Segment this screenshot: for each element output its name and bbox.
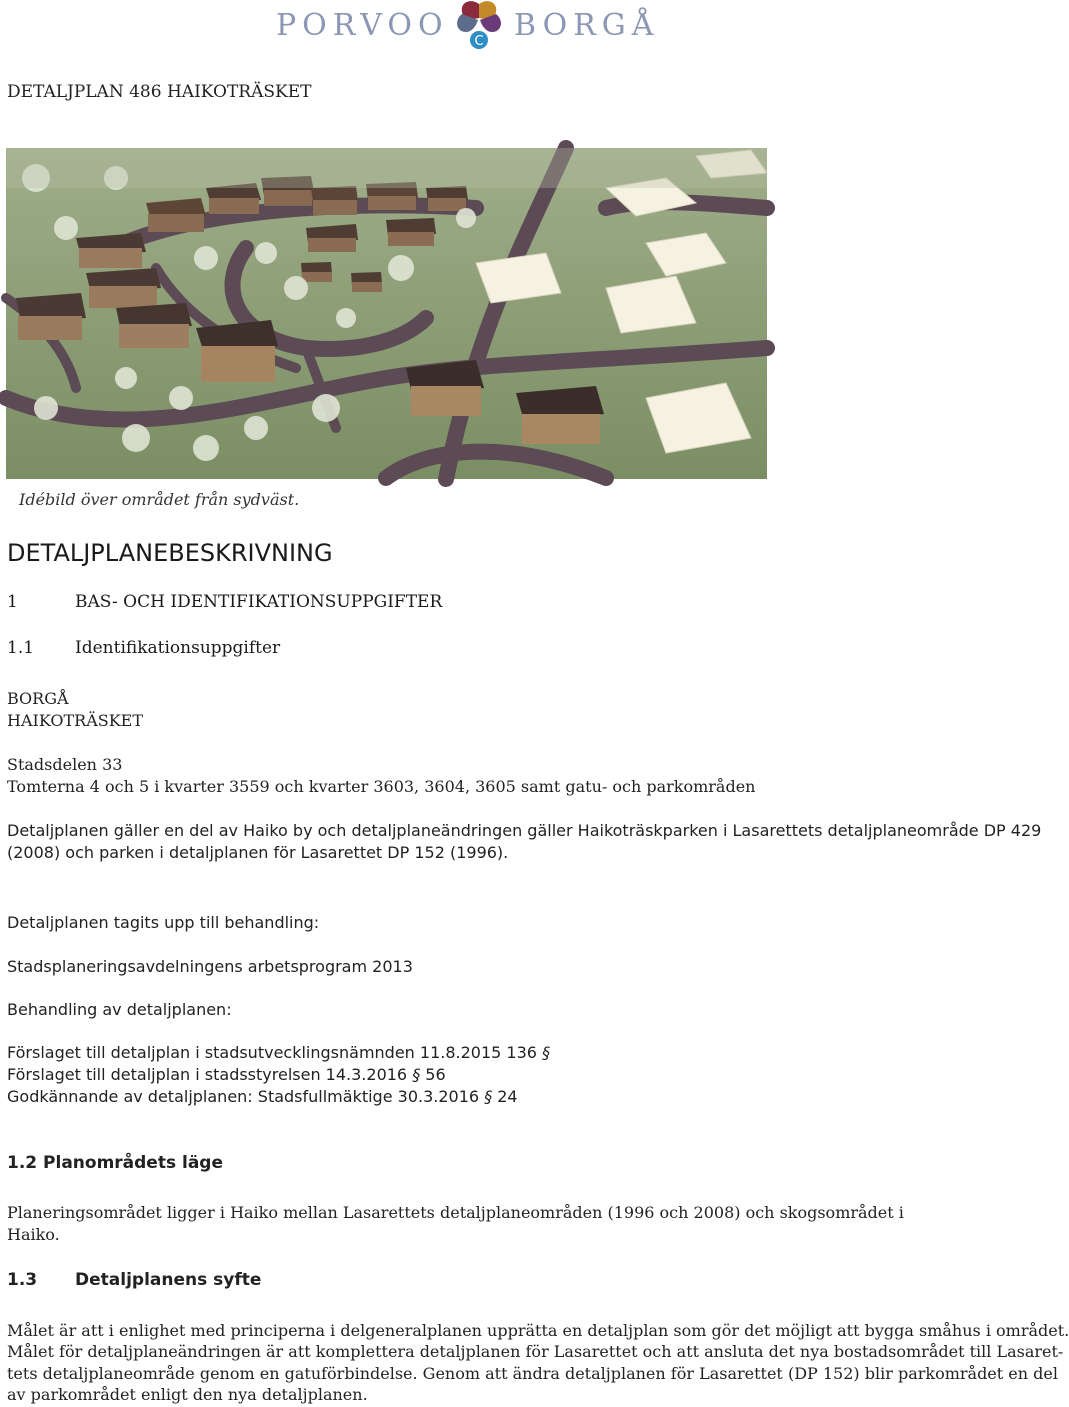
ident-taken-up: Detaljplanen tagits upp till behandling:: [7, 913, 320, 932]
area-illustration-image: [6, 148, 767, 479]
ident-handling-label: Behandling av detaljplanen:: [7, 1000, 232, 1019]
section-1-3-line-2: Målet för detaljplaneändringen är att komplettera detaljplanen för Lasarettet och att ansluta det nya bostadsområdet till Lasaret-: [7, 1342, 1064, 1361]
section-1-heading: [7, 592, 907, 614]
paragraph-mark: §: [412, 1065, 421, 1084]
ident-scope-line-2: (2008) och parken i detaljplanen för Lasarettet DP 152 (1996).: [7, 843, 509, 862]
section-1-3-number: 1.3: [7, 1270, 38, 1290]
logo-mark-icon: [454, 0, 504, 52]
city-logo: [276, 0, 666, 52]
svg-text:C: C: [474, 34, 484, 49]
section-1-1-title: Identifikationsuppgifter: [75, 638, 281, 658]
logo-text-porvoo: PORVOO: [276, 8, 449, 43]
section-1-3-heading: [7, 1270, 907, 1292]
section-1-title: BAS- OCH IDENTIFIKATIONSUPPGIFTER: [75, 592, 443, 612]
section-1-1-number: 1.1: [7, 638, 35, 658]
ident-program: Stadsplaneringsavdelningens arbetsprogram 2013: [7, 957, 413, 976]
paragraph-mark: §: [484, 1087, 493, 1106]
section-1-3-title: Detaljplanens syfte: [75, 1270, 262, 1290]
section-1-number: 1: [7, 592, 18, 612]
section-1-3-line-4: av parkområdet enligt den nya detaljplanen.: [7, 1385, 368, 1404]
ident-place: HAIKOTRÄSKET: [7, 711, 144, 730]
handling-item: Förslaget till detaljplan i stadsstyrelsen 14.3.2016 § 56: [7, 1065, 446, 1084]
main-heading: DETALJPLANEBESKRIVNING: [7, 539, 333, 567]
ident-city: BORGÅ: [7, 689, 69, 708]
handling-item: Godkännande av detaljplanen: Stadsfullmäktige 30.3.2016 § 24: [7, 1087, 518, 1106]
ident-district: Stadsdelen 33: [7, 755, 123, 774]
house-1: [146, 198, 206, 232]
paragraph-mark: §: [542, 1043, 551, 1062]
section-1-1-heading: [7, 638, 907, 660]
document-title: DETALJPLAN 486 HAIKOTRÄSKET: [7, 82, 312, 102]
ident-plots: Tomterna 4 och 5 i kvarter 3559 och kvarter 3603, 3604, 3605 samt gatu- och parkområden: [7, 777, 756, 796]
section-1-3-line-1: Målet är att i enlighet med principerna i delgeneralplanen upprätta en detaljplan som gör det möjligt att bygga småhus i området.: [7, 1321, 1069, 1340]
section-1-2-text: Planeringsområdet ligger i Haiko mellan Lasarettets detaljplaneområden (1996 och 2008) och skogsområdet i Haiko.: [7, 1203, 904, 1244]
ident-scope-line-1: Detaljplanen gäller en del av Haiko by och detaljplaneändringen gäller Haikoträskparken i Lasarettets detaljplaneområde DP 429: [7, 821, 1042, 840]
logo-text-borga: BORGÅ: [514, 8, 660, 43]
section-1-2-heading: 1.2 Planområdets läge: [7, 1153, 224, 1173]
handling-item: Förslaget till detaljplan i stadsutvecklingsnämnden 11.8.2015 136 §: [7, 1043, 551, 1062]
figure-caption: Idébild över området från sydväst.: [19, 490, 300, 509]
section-1-3-line-3: tets detaljplaneområde genom en gatuförbindelse. Genom att ändra detaljplanen för Lasarettet (DP 152) blir parkområdet en del: [7, 1364, 1058, 1383]
